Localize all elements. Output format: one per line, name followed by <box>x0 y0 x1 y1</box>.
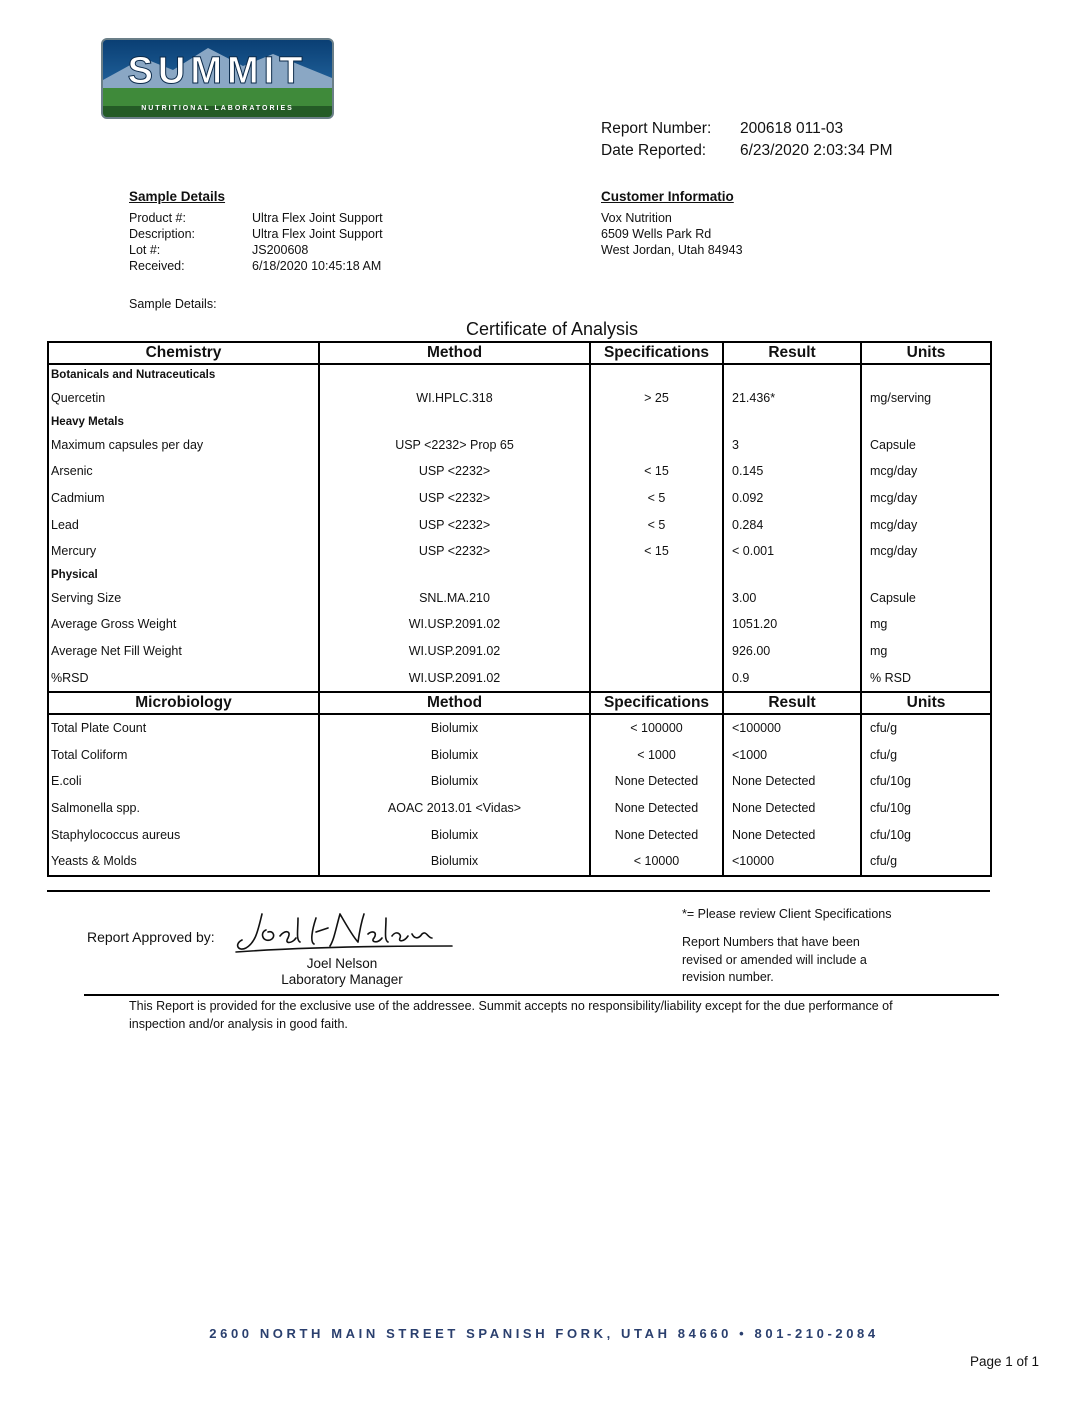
result-cell: None Detected <box>723 821 861 848</box>
coa-title: Certificate of Analysis <box>465 319 639 339</box>
col-header: Result <box>723 342 861 364</box>
analyte-cell: Serving Size <box>48 585 319 612</box>
table-row <box>48 795 991 822</box>
result-cell: 21.436* <box>723 385 861 412</box>
result-cell: 3.00 <box>723 585 861 612</box>
sample-label: Description: <box>129 227 195 241</box>
table-row <box>48 848 991 876</box>
units-cell: cfu/g <box>861 848 991 876</box>
analyte-cell: Cadmium <box>48 485 319 512</box>
spec-cell <box>590 432 723 459</box>
spec-cell: < 100000 <box>590 714 723 742</box>
divider <box>47 890 990 892</box>
method-cell: Biolumix <box>319 742 590 769</box>
empty-cell <box>319 565 590 585</box>
empty-cell <box>319 364 590 385</box>
col-header: Method <box>319 342 590 364</box>
spec-cell <box>590 638 723 665</box>
analyte-cell: Mercury <box>48 538 319 565</box>
analyte-cell: Lead <box>48 511 319 538</box>
units-cell: cfu/10g <box>861 821 991 848</box>
col-header: Result <box>723 692 861 714</box>
analysis-table <box>47 341 992 877</box>
units-cell: Capsule <box>861 585 991 612</box>
method-cell: Biolumix <box>319 714 590 742</box>
method-cell: Biolumix <box>319 848 590 876</box>
analyte-cell: Quercetin <box>48 385 319 412</box>
logo-brand: SUMMIT <box>127 50 308 92</box>
spec-cell <box>590 664 723 692</box>
result-cell: 0.9 <box>723 664 861 692</box>
empty-cell <box>861 364 991 385</box>
analyte-cell: Yeasts & Molds <box>48 848 319 876</box>
sample-value: Ultra Flex Joint Support <box>252 211 383 225</box>
spec-cell: < 15 <box>590 538 723 565</box>
units-cell: mcg/day <box>861 511 991 538</box>
analyte-cell: E.coli <box>48 768 319 795</box>
analyte-cell: Arsenic <box>48 458 319 485</box>
empty-cell <box>590 364 723 385</box>
col-header: Method <box>319 692 590 714</box>
microbiology-rows <box>48 714 991 876</box>
col-header: Units <box>861 692 991 714</box>
summit-logo <box>101 38 334 119</box>
method-cell: USP <2232> <box>319 511 590 538</box>
sample-label: Received: <box>129 259 185 273</box>
units-cell: mg/serving <box>861 385 991 412</box>
empty-cell <box>723 412 861 432</box>
analyte-cell: Salmonella spp. <box>48 795 319 822</box>
spec-cell: None Detected <box>590 821 723 848</box>
category-row <box>48 412 991 432</box>
method-cell: WI.USP.2091.02 <box>319 664 590 692</box>
table-row <box>48 511 991 538</box>
sample-value: 6/18/2020 10:45:18 AM <box>252 259 382 273</box>
sample-value: Ultra Flex Joint Support <box>252 227 383 241</box>
approver-name: Joel Nelson <box>306 956 378 971</box>
spec-cell: < 5 <box>590 511 723 538</box>
client-spec-note: *= Please review Client Specifications <box>682 907 892 921</box>
sample-value: JS200608 <box>252 243 309 257</box>
empty-cell <box>861 565 991 585</box>
table-row <box>48 538 991 565</box>
result-cell: <10000 <box>723 848 861 876</box>
analyte-cell: Maximum capsules per day <box>48 432 319 459</box>
spec-cell <box>590 585 723 612</box>
result-cell: None Detected <box>723 768 861 795</box>
result-cell: 0.092 <box>723 485 861 512</box>
customer-line: Vox Nutrition <box>601 211 672 225</box>
units-cell: mg <box>861 638 991 665</box>
col-header: Chemistry <box>48 342 319 364</box>
empty-cell <box>590 565 723 585</box>
method-cell: USP <2232> <box>319 458 590 485</box>
category-label: Botanicals and Nutraceuticals <box>48 364 319 385</box>
result-cell: <100000 <box>723 714 861 742</box>
approver-title: Laboratory Manager <box>281 972 403 987</box>
units-cell: cfu/g <box>861 742 991 769</box>
spec-cell: < 15 <box>590 458 723 485</box>
approved-by-label: Report Approved by: <box>87 929 215 945</box>
col-header: Specifications <box>590 342 723 364</box>
result-cell: 926.00 <box>723 638 861 665</box>
report-number-label: Report Number: <box>601 120 712 137</box>
spec-cell: < 1000 <box>590 742 723 769</box>
units-cell: cfu/10g <box>861 795 991 822</box>
units-cell: cfu/g <box>861 714 991 742</box>
analyte-cell: %RSD <box>48 664 319 692</box>
sample-label: Lot #: <box>129 243 161 257</box>
method-cell: USP <2232> <box>319 538 590 565</box>
chemistry-rows <box>48 364 991 692</box>
result-cell: 3 <box>723 432 861 459</box>
table-row <box>48 485 991 512</box>
table-row <box>48 768 991 795</box>
category-row <box>48 364 991 385</box>
table-row <box>48 432 991 459</box>
col-header: Specifications <box>590 692 723 714</box>
customer-line: West Jordan, Utah 84943 <box>601 243 743 257</box>
analyte-cell: Staphylococcus aureus <box>48 821 319 848</box>
result-cell: <1000 <box>723 742 861 769</box>
result-cell: 0.284 <box>723 511 861 538</box>
method-cell: WI.HPLC.318 <box>319 385 590 412</box>
sample-label: Product #: <box>129 211 186 225</box>
category-label: Physical <box>48 565 319 585</box>
table-row <box>48 585 991 612</box>
units-cell: cfu/10g <box>861 768 991 795</box>
method-cell: USP <2232> Prop 65 <box>319 432 590 459</box>
disclaimer-line: inspection and/or analysis in good faith. <box>129 1017 348 1031</box>
logo-tagline: NUTRITIONAL LABORATORIES <box>141 105 294 112</box>
units-cell: % RSD <box>861 664 991 692</box>
analyte-cell: Average Net Fill Weight <box>48 638 319 665</box>
method-cell: WI.USP.2091.02 <box>319 611 590 638</box>
revision-note-line: revision number. <box>682 970 774 984</box>
sample-details-sub-label: Sample Details: <box>129 297 217 311</box>
category-label: Heavy Metals <box>48 412 319 432</box>
units-cell: mg <box>861 611 991 638</box>
spec-cell <box>590 611 723 638</box>
table-row <box>48 638 991 665</box>
spec-cell: > 25 <box>590 385 723 412</box>
page-number: Page 1 of 1 <box>969 1354 1039 1369</box>
method-cell: USP <2232> <box>319 485 590 512</box>
col-header: Units <box>861 342 991 364</box>
result-cell: 1051.20 <box>723 611 861 638</box>
disclaimer-line: This Report is provided for the exclusive use of the addressee. Summit accepts no responsibility/liability except for the due performance of <box>129 999 893 1013</box>
result-cell: 0.145 <box>723 458 861 485</box>
chemistry-header-row <box>48 342 991 364</box>
table-row <box>48 664 991 692</box>
sample-details-heading: Sample Details <box>129 189 226 204</box>
category-row <box>48 565 991 585</box>
analyte-cell: Total Coliform <box>48 742 319 769</box>
microbiology-header-row <box>48 692 991 714</box>
empty-cell <box>723 565 861 585</box>
signature-image <box>232 908 454 956</box>
spec-cell: < 5 <box>590 485 723 512</box>
empty-cell <box>590 412 723 432</box>
report-number-value: 200618 011-03 <box>740 120 844 137</box>
table-row <box>48 742 991 769</box>
analyte-cell: Total Plate Count <box>48 714 319 742</box>
table-row <box>48 385 991 412</box>
method-cell: WI.USP.2091.02 <box>319 638 590 665</box>
customer-info-heading: Customer Informatio <box>601 189 734 204</box>
revision-note-line: revised or amended will include a <box>682 953 867 967</box>
revision-note-line: Report Numbers that have been <box>682 935 860 949</box>
method-cell: Biolumix <box>319 768 590 795</box>
empty-cell <box>319 412 590 432</box>
spec-cell: None Detected <box>590 768 723 795</box>
result-cell: None Detected <box>723 795 861 822</box>
units-cell: mcg/day <box>861 538 991 565</box>
table-row <box>48 821 991 848</box>
method-cell: Biolumix <box>319 821 590 848</box>
table-row <box>48 611 991 638</box>
result-cell: < 0.001 <box>723 538 861 565</box>
empty-cell <box>861 412 991 432</box>
table-row <box>48 458 991 485</box>
date-reported-value: 6/23/2020 2:03:34 PM <box>740 142 893 159</box>
spec-cell: < 10000 <box>590 848 723 876</box>
method-cell: SNL.MA.210 <box>319 585 590 612</box>
units-cell: mcg/day <box>861 485 991 512</box>
spec-cell: None Detected <box>590 795 723 822</box>
method-cell: AOAC 2013.01 <Vidas> <box>319 795 590 822</box>
customer-line: 6509 Wells Park Rd <box>601 227 712 241</box>
units-cell: mcg/day <box>861 458 991 485</box>
units-cell: Capsule <box>861 432 991 459</box>
col-header: Microbiology <box>48 692 319 714</box>
divider <box>84 994 999 996</box>
date-reported-label: Date Reported: <box>601 142 707 159</box>
lab-address: 2600 NORTH MAIN STREET SPANISH FORK, UTAH 84660 • 801-210-2084 <box>209 1326 879 1341</box>
analyte-cell: Average Gross Weight <box>48 611 319 638</box>
table-row <box>48 714 991 742</box>
empty-cell <box>723 364 861 385</box>
